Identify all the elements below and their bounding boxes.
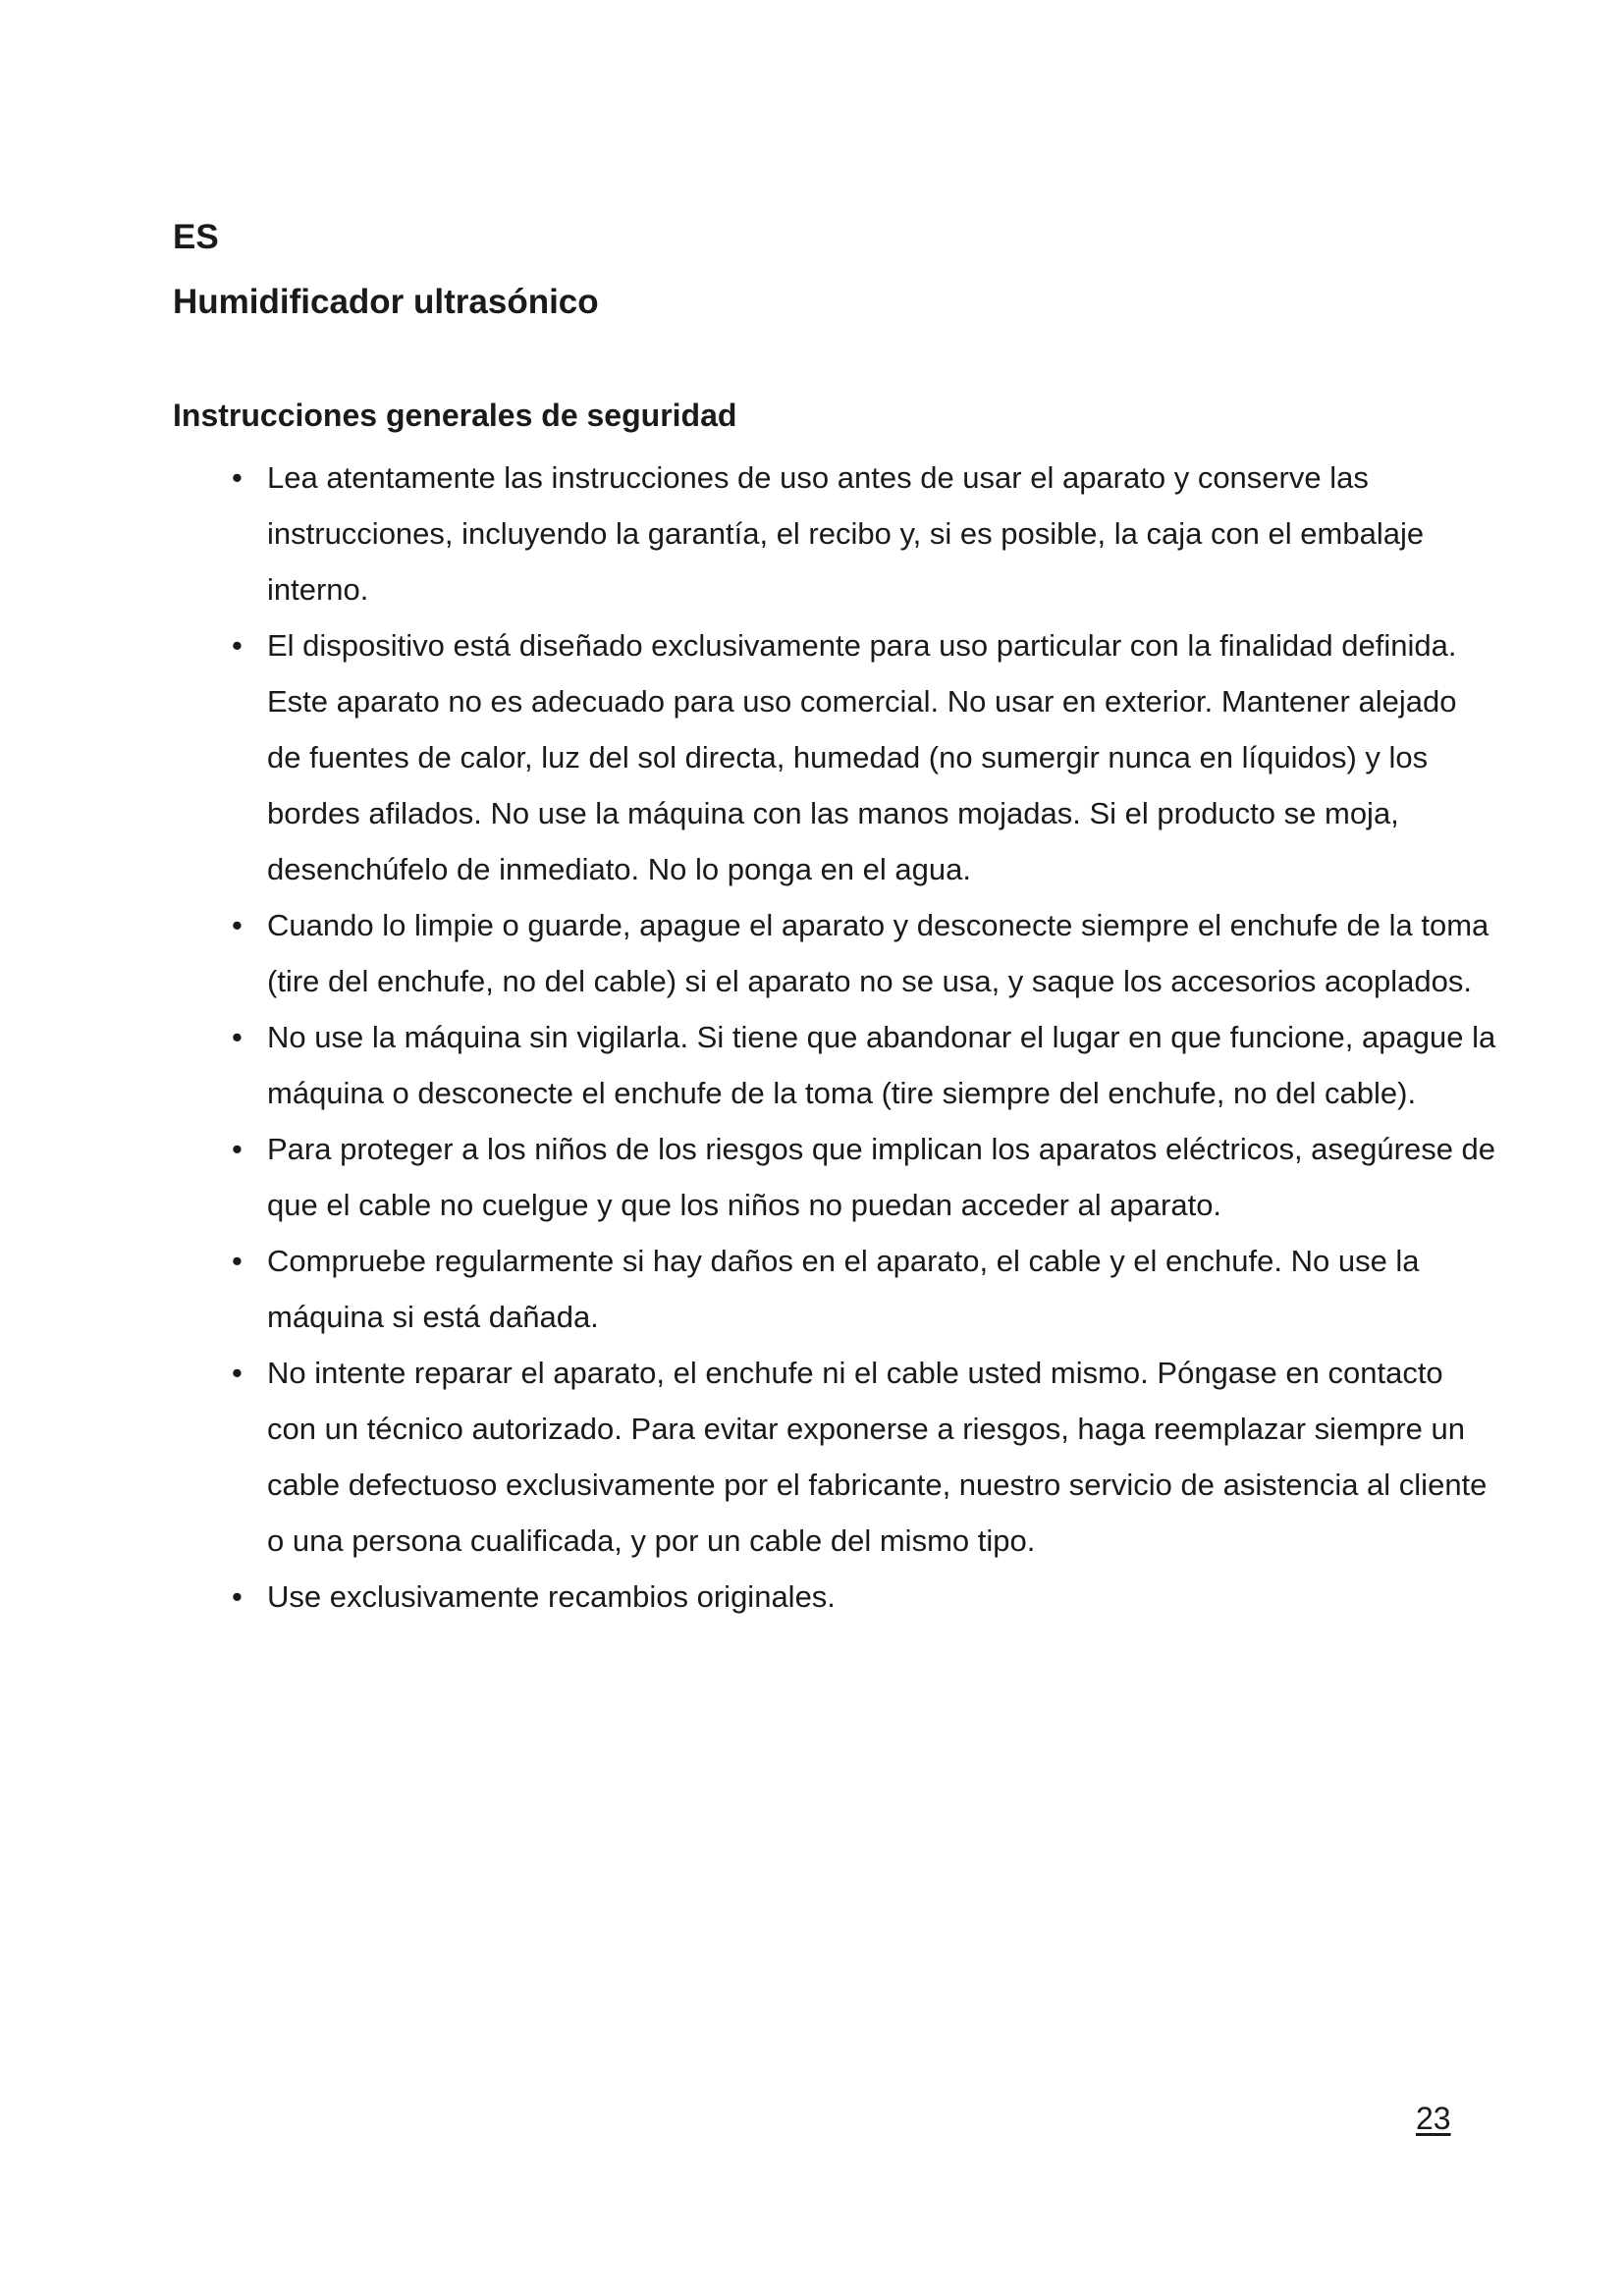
list-item-text: No use la máquina sin vigilarla. Si tiene que abandonar el lugar en que funcione, apague la máquina o desconecte el enchufe de la toma (tire siempre del enchufe, no del cable). [267, 1020, 1496, 1110]
list-item [232, 617, 1498, 897]
page-number: 23 [1416, 2101, 1451, 2136]
bullet-icon: • [232, 628, 243, 663]
list-item [232, 1009, 1498, 1121]
list-item [232, 1233, 1498, 1345]
list-item [232, 1121, 1498, 1233]
bullet-icon: • [232, 1356, 243, 1390]
list-item-text: Lea atentamente las instrucciones de uso antes de usar el aparato y conserve las instrucciones, incluyendo la garantía, el recibo y, si es posible, la caja con el embalaje interno. [267, 460, 1425, 607]
language-code: ES [173, 218, 219, 256]
list-item [232, 897, 1498, 1009]
list-item-text: El dispositivo está diseñado exclusivamente para uso particular con la finalidad definida. Este aparato no es adecuado para uso comercial. No usar en exterior. Mantener alejado de fuentes de calor, luz del sol directa, humedad (no sumergir nunca en líquidos) y los bordes afilados. No use la máquina con las manos mojadas. Si el producto se moja, desenchúfelo de inmediato. No lo ponga en el agua. [267, 628, 1457, 886]
list-item-text: Para proteger a los niños de los riesgos que implican los aparatos eléctricos, asegúrese de que el cable no cuelgue y que los niños no puedan acceder al aparato. [267, 1132, 1496, 1222]
bullet-icon: • [232, 460, 243, 495]
list-item [232, 1569, 1498, 1625]
bullet-icon: • [232, 1579, 243, 1614]
list-item [232, 450, 1498, 617]
list-item-text: No intente reparar el aparato, el enchufe ni el cable usted mismo. Póngase en contacto con un técnico autorizado. Para evitar exponerse a riesgos, haga reemplazar siempre un cable defectuoso exclusivamente por el fabricante, nuestro servicio de asistencia al cliente o una persona cualificada, y por un cable del mismo tipo. [267, 1356, 1488, 1558]
safety-instructions-list [232, 450, 1498, 1625]
list-item-text: Cuando lo limpie o guarde, apague el aparato y desconecte siempre el enchufe de la toma (tire del enchufe, no del cable) si el aparato no se usa, y saque los accesorios acoplados. [267, 908, 1489, 998]
bullet-icon: • [232, 1132, 243, 1166]
list-item-text: Use exclusivamente recambios originales. [267, 1579, 836, 1614]
bullet-icon: • [232, 1020, 243, 1054]
list-item [232, 1345, 1498, 1569]
section-heading: Instrucciones generales de seguridad [173, 398, 737, 433]
document-title: Humidificador ultrasónico [173, 283, 599, 321]
bullet-icon: • [232, 908, 243, 942]
bullet-icon: • [232, 1244, 243, 1278]
list-item-text: Compruebe regularmente si hay daños en el aparato, el cable y el enchufe. No use la máquina si está dañada. [267, 1244, 1420, 1334]
